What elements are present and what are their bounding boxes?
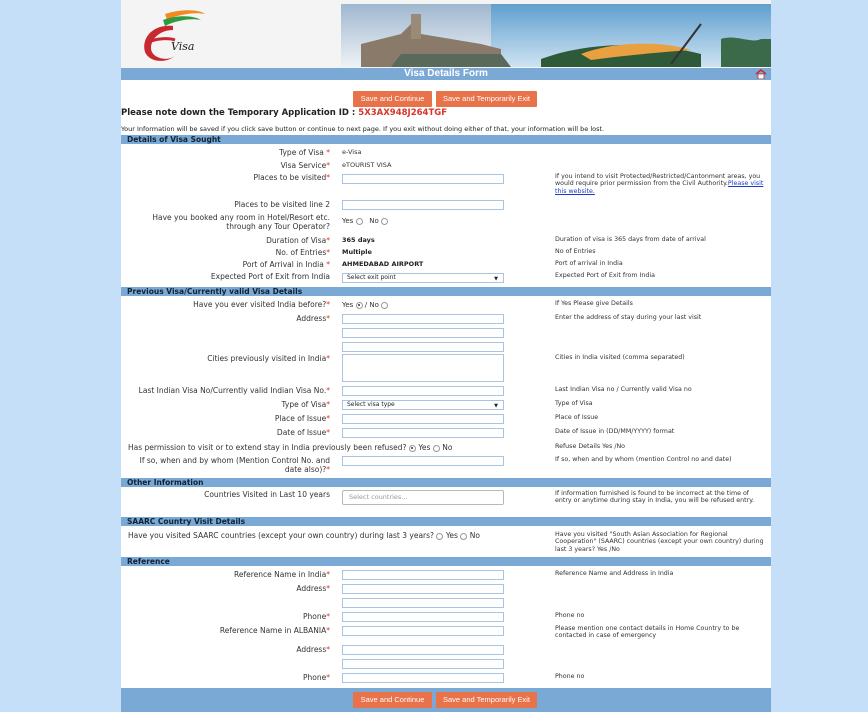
- saarc-no-radio[interactable]: [460, 533, 467, 540]
- ref-phone-note: Phone no: [555, 612, 585, 619]
- ref-phone2-label: Phone*: [303, 673, 330, 682]
- ref-address-label: Address*: [296, 584, 330, 593]
- save-continue-button-top[interactable]: Save and Continue: [353, 91, 432, 107]
- ref-name-home-input[interactable]: [342, 626, 504, 636]
- temp-id-value: 5X3AX948J264TGF: [358, 108, 448, 118]
- dropdown-arrow-icon: ▼: [494, 276, 498, 282]
- page-container: [121, 0, 771, 712]
- saarc-row: Have you visited SAARC countries (except your own country) during last 3 years? Yes No: [128, 531, 480, 540]
- places2-label: Places to be visited line 2: [234, 200, 330, 209]
- hotel-radio-group: Yes No: [342, 217, 388, 226]
- hotel-no-radio[interactable]: [381, 218, 388, 225]
- visa-type-value: e-Visa: [342, 148, 362, 156]
- prev-visa-type-note: Type of Visa: [555, 400, 593, 407]
- ref-phone2-note: Phone no: [555, 673, 585, 680]
- port-label: Port of Arrival in India *: [242, 260, 330, 269]
- visited-label: Have you ever visited India before?*: [193, 300, 330, 309]
- ref-address-line2-input[interactable]: [342, 598, 504, 608]
- duration-note: Duration of visa is 365 days from date of arrival: [555, 236, 706, 243]
- prev-visa-type-select[interactable]: Select visa type ▼: [342, 400, 504, 410]
- port-value: AHMEDABAD AIRPORT: [342, 260, 424, 268]
- section-visa-sought: Details of Visa Sought: [121, 135, 771, 144]
- banner-image: [341, 4, 771, 67]
- address-line2-input[interactable]: [342, 328, 504, 338]
- save-exit-button-top[interactable]: Save and Temporarily Exit: [436, 91, 537, 107]
- date-issue-label: Date of Issue*: [276, 428, 330, 437]
- control-label: If so, when and by whom (Mention Control No. and date also)?*: [139, 456, 330, 474]
- visa-no-input[interactable]: [342, 386, 504, 396]
- countries-multiselect[interactable]: Select countries...: [342, 490, 504, 505]
- visited-note: If Yes Please give Details: [555, 300, 633, 307]
- section-saarc: SAARC Country Visit Details: [121, 517, 771, 526]
- port-note: Port of arrival in India: [555, 260, 623, 267]
- form-title: Visa Details Form: [404, 68, 488, 79]
- evisa-logo: [135, 6, 207, 66]
- section-reference: Reference: [121, 557, 771, 566]
- place-issue-input[interactable]: [342, 414, 504, 424]
- address-label: Address*: [296, 314, 330, 323]
- place-issue-label: Place of Issue*: [274, 414, 330, 423]
- hotel-label: Have you booked any room in Hotel/Resort etc. through any Tour Operator?: [152, 213, 330, 231]
- refused-no-radio[interactable]: [433, 445, 440, 452]
- places-input[interactable]: [342, 174, 504, 184]
- save-exit-button-bottom[interactable]: Save and Temporarily Exit: [436, 692, 537, 708]
- visa-service-label: Visa Service*: [280, 161, 330, 170]
- control-note: If so, when and by whom (mention Control no and date): [555, 456, 732, 463]
- entries-note: No of Entries: [555, 248, 596, 255]
- address-line1-input[interactable]: [342, 314, 504, 324]
- ref-phone-input[interactable]: [342, 612, 504, 622]
- ref-name-india-label: Reference Name in India*: [233, 570, 330, 579]
- refused-note: Refuse Details Yes /No: [555, 443, 626, 450]
- control-input[interactable]: [342, 456, 504, 466]
- date-issue-input[interactable]: [342, 428, 504, 438]
- ref-address-line1-input[interactable]: [342, 584, 504, 594]
- section-other: Other Information: [121, 478, 771, 487]
- cities-note: Cities in India visited (comma separated): [555, 354, 685, 361]
- ref-name-india-note: Reference Name and Address in India: [555, 570, 674, 577]
- visit-website-link[interactable]: Please visit this website.: [555, 180, 764, 195]
- temp-application-id: [121, 108, 447, 118]
- visited-radio-group: Yes / No: [342, 301, 388, 310]
- info-text: Your Information will be saved if you click save button or continue to next page. If you exit without doing either of that, your information will be lost.: [121, 125, 605, 133]
- entries-value: Multiple: [342, 248, 372, 256]
- address-note: Enter the address of stay during your last visit: [555, 314, 702, 321]
- home-icon[interactable]: [755, 69, 767, 79]
- ref-name-home-label: Reference Name in ALBANIA*: [219, 626, 330, 635]
- hotel-yes-radio[interactable]: [356, 218, 363, 225]
- visa-no-note: Last Indian Visa no / Currently valid Visa no: [555, 386, 692, 393]
- visa-service-value: eTOURIST VISA: [342, 161, 392, 169]
- saarc-yes-radio[interactable]: [436, 533, 443, 540]
- places2-input[interactable]: [342, 200, 504, 210]
- exit-port-select[interactable]: Select exit point ▼: [342, 273, 504, 283]
- ref-address2-label: Address*: [296, 645, 330, 654]
- logo-text: Visa: [171, 40, 195, 53]
- ref-address2-line2-input[interactable]: [342, 659, 504, 669]
- refused-row: Has permission to visit or to extend stay in India previously been refused? Yes No: [128, 443, 453, 452]
- save-continue-button-bottom[interactable]: Save and Continue: [353, 692, 432, 708]
- saarc-note: Have you visited "South Asian Association for Regional Cooperation" (SAARC) countries (except your own country) during last 3 years? Yes /No: [555, 531, 764, 553]
- places-note: If you intend to visit Protected/Restricted/Cantonment areas, you would require prior permission from the Civil Authority.Please visit this website.: [555, 173, 764, 195]
- form-title-bar: [121, 68, 771, 80]
- place-issue-note: Place of Issue: [555, 414, 599, 421]
- header-banner: [121, 0, 771, 69]
- ref-phone-label: Phone*: [303, 612, 330, 621]
- countries-label: Countries Visited in Last 10 years: [204, 490, 330, 499]
- entries-label: No. of Entries*: [275, 248, 330, 257]
- temp-id-label: Please note down the Temporary Application ID :: [121, 108, 356, 118]
- ref-name-home-note: Please mention one contact details in Home Country to be contacted in case of emergency: [555, 625, 740, 640]
- duration-label: Duration of Visa*: [266, 236, 330, 245]
- cities-label: Cities previously visited in India*: [207, 354, 330, 363]
- cities-textarea[interactable]: [342, 354, 504, 382]
- visa-type-label: Type of Visa *: [279, 148, 330, 157]
- date-issue-note: Date of Issue in (DD/MM/YYYY) format: [555, 428, 675, 435]
- places-label: Places to be visited*: [253, 173, 330, 182]
- visited-yes-radio[interactable]: [356, 302, 363, 309]
- address-line3-input[interactable]: [342, 342, 504, 352]
- section-previous-visa: Previous Visa/Currently valid Visa Details: [121, 287, 771, 296]
- dropdown-arrow-icon: ▼: [494, 403, 498, 409]
- refused-label: Has permission to visit or to extend stay in India previously been refused?: [128, 443, 407, 452]
- ref-phone2-input[interactable]: [342, 673, 504, 683]
- duration-value: 365 days: [342, 236, 375, 244]
- prev-visa-type-label: Type of Visa*: [281, 400, 330, 409]
- saarc-label: Have you visited SAARC countries (except your own country) during last 3 years?: [128, 531, 435, 540]
- ref-address2-line1-input[interactable]: [342, 645, 504, 655]
- ref-name-india-input[interactable]: [342, 570, 504, 580]
- exit-port-note: Expected Port of Exit from India: [555, 272, 655, 279]
- refused-yes-radio[interactable]: [409, 445, 416, 452]
- exit-port-label: Expected Port of Exit from India: [210, 272, 330, 281]
- visited-no-radio[interactable]: [381, 302, 388, 309]
- visa-no-label: Last Indian Visa No/Currently valid Indian Visa No.*: [138, 386, 330, 395]
- countries-note: If information furnished is found to be incorrect at the time of entry or anytime during stay in India, you will be refused entry.: [555, 490, 755, 505]
